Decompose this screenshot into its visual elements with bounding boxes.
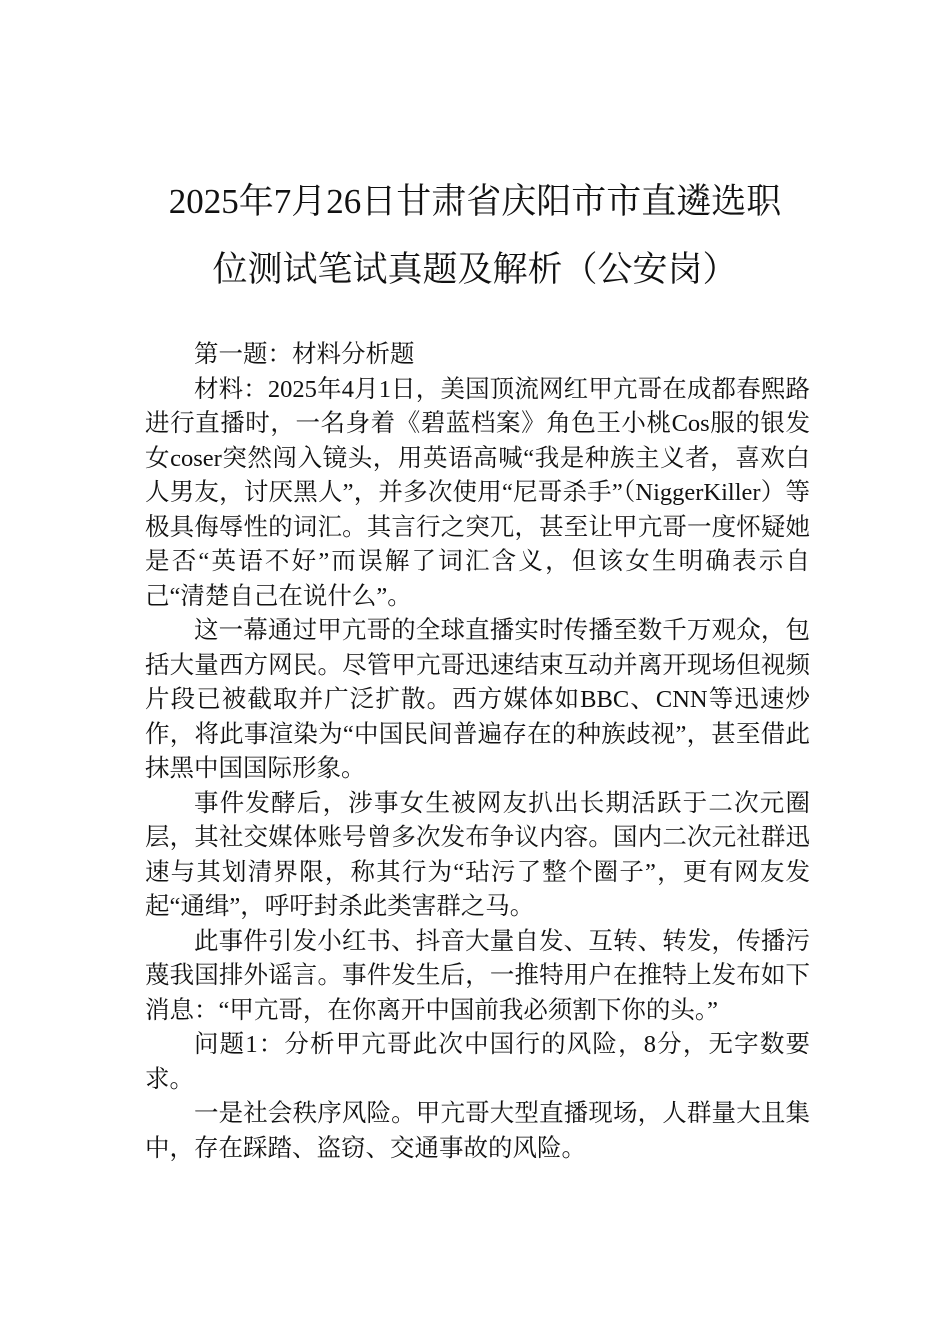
title-line-2: 位测试笔试真题及解析（公安岗）	[212, 250, 738, 289]
paragraph-broadcast: 这一幕通过甲亢哥的全球直播实时传播至数千万观众，包括大量西方网民。尽管甲亢哥迅速结束互动并离开现场但视频片段已被截取并广泛扩散。西方媒体如BBC、CNN等迅速炒作，将此事渲染为“中国民间普遍存在的种族歧视”，甚至借此抹黑中国国际形象。	[145, 617, 810, 782]
paragraph-question-1: 问题1：分析甲亢哥此次中国行的风险，8分，无字数要求。	[145, 1031, 810, 1093]
document-body	[145, 338, 810, 1166]
title-line-1: 2025年7月26日甘肃省庆阳市市直遴选职	[168, 182, 782, 221]
paragraph-answer-1: 一是社会秩序风险。甲亢哥大型直播现场，人群量大且集中，存在踩踏、盗窃、交通事故的风险。	[145, 1100, 810, 1162]
document-title	[120, 168, 830, 304]
paragraph-spread: 此事件引发小红书、抖音大量自发、互转、转发，传播污蔑我国排外谣言。事件发生后，一推特用户在推特上发布如下消息：“甲亢哥，在你离开中国前我必须割下你的头。”	[145, 927, 810, 1024]
section-heading: 第一题：材料分析题	[194, 341, 415, 368]
paragraph-aftermath: 事件发酵后，涉事女生被网友扒出长期活跃于二次元圈层，其社交媒体账号曾多次发布争议内容。国内二次元社群迅速与其划清界限，称其行为“玷污了整个圈子”，更有网友发起“通缉”，呼吁封杀此类害群之马。	[145, 789, 810, 920]
paragraph-material: 材料：2025年4月1日，美国顶流网红甲亢哥在成都春熙路进行直播时，一名身着《碧蓝档案》角色王小桃Cos服的银发女coser突然闯入镜头，用英语高喊“我是种族主义者，喜欢白人男友，讨厌黑人”，并多次使用“尼哥杀手”（NiggerKiller）等极具侮辱性的词汇。其言行之突兀，甚至让甲亢哥一度怀疑她是否“英语不好”而误解了词汇含义，但该女生明确表示自己“清楚自己在说什么”。	[145, 375, 810, 610]
